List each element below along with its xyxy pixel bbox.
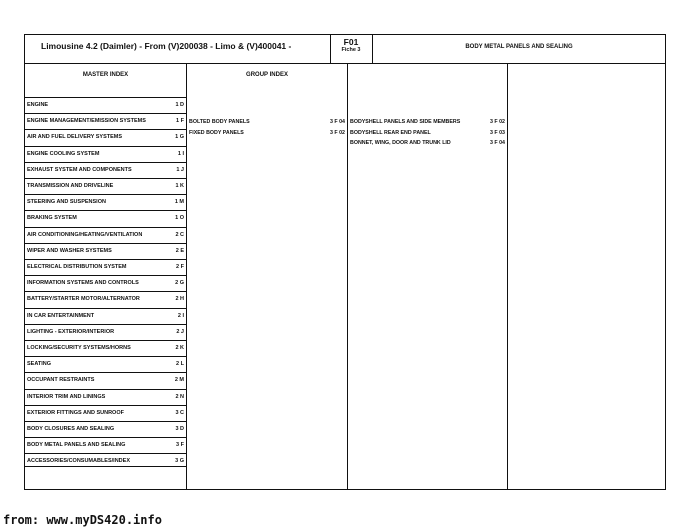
master-index-label: OCCUPANT RESTRAINTS [27, 377, 95, 384]
master-index-item[interactable] [25, 259, 186, 274]
group-index-code: 3 F 04 [329, 119, 345, 125]
master-index-code: 2 I [177, 312, 184, 319]
master-index-label: ELECTRICAL DISTRIBUTION SYSTEM [27, 264, 127, 270]
master-index-item[interactable] [25, 308, 186, 323]
group-index-item[interactable] [350, 130, 505, 139]
master-index-code: 3 C [175, 409, 184, 416]
master-index-code: 2 L [176, 361, 184, 368]
master-index-item[interactable] [25, 162, 186, 177]
master-index-item[interactable] [25, 324, 186, 339]
source-footer: from: www.myDS420.info [3, 513, 162, 527]
section-title: BODY METAL PANELS AND SEALING [465, 44, 573, 50]
group-index-item[interactable] [350, 140, 505, 149]
column-separator [347, 63, 348, 489]
master-index-code: 1 K [175, 183, 184, 189]
master-index-item[interactable] [25, 210, 186, 225]
master-index-label: ENGINE MANAGEMENT/EMISSION SYSTEMS [27, 118, 146, 125]
master-index-code: 1 F [176, 118, 184, 125]
master-index-label: ENGINE COOLING SYSTEM [27, 150, 100, 157]
master-index-label: AIR CONDITIONING/HEATING/VENTILATION [27, 231, 143, 238]
master-index-label: WIPER AND WASHER SYSTEMS [27, 247, 112, 254]
master-index-label: LIGHTING - EXTERIOR/INTERIOR [27, 328, 115, 335]
master-index-item[interactable] [25, 389, 186, 404]
master-index-code: 3 F [176, 442, 184, 449]
master-index-code: 2 M [174, 377, 184, 384]
master-index-label: BODY METAL PANELS AND SEALING [27, 442, 126, 449]
group-index-code: 3 F 04 [489, 140, 505, 146]
master-index-code: 1 D [175, 102, 184, 108]
master-index-label: LOCKING/SECURITY SYSTEMS/HORNS [27, 345, 131, 351]
master-index-item[interactable] [25, 405, 186, 420]
group-index-label: FIXED BODY PANELS [189, 129, 244, 136]
master-index-label: BATTERY/STARTER MOTOR/ALTERNATOR [27, 296, 140, 303]
group-index-label: BODYSHELL PANELS AND SIDE MEMBERS [350, 119, 461, 125]
group-index-item[interactable] [350, 119, 505, 128]
master-index-item[interactable] [25, 194, 186, 209]
master-index-item[interactable] [25, 146, 186, 161]
master-index-label: ENGINE [27, 102, 49, 108]
master-index-code: 2 J [176, 328, 184, 335]
master-index-code: 2 G [175, 280, 184, 287]
master-index-item[interactable] [25, 340, 186, 355]
master-index-label: EXHAUST SYSTEM AND COMPONENTS [27, 166, 132, 173]
group-index-code: 3 F 02 [329, 129, 345, 136]
master-index-code: 2 K [175, 345, 184, 351]
index-sheet [24, 34, 666, 490]
master-index-code: 3 D [175, 426, 184, 432]
master-index-label: TRANSMISSION AND DRIVELINE [27, 183, 114, 189]
column-separator [507, 63, 508, 489]
master-index-item[interactable] [25, 437, 186, 452]
master-index-label: AIR AND FUEL DELIVERY SYSTEMS [27, 134, 123, 141]
master-index-item[interactable] [25, 97, 186, 112]
fiche-label: Fiche 3 [341, 47, 361, 53]
master-index-label: EXTERIOR FITTINGS AND SUNROOF [27, 409, 124, 416]
master-index-item[interactable] [25, 129, 186, 144]
master-index-code: 1 O [175, 215, 184, 222]
master-index-label: SEATING [27, 361, 52, 368]
master-index-heading: MASTER INDEX [82, 72, 129, 78]
master-index-label: INTERIOR TRIM AND LININGS [27, 393, 106, 400]
master-index-item[interactable] [25, 113, 186, 128]
master-index-item[interactable] [25, 372, 186, 387]
row-divider [25, 466, 186, 467]
master-index-item[interactable] [25, 291, 186, 306]
master-index-item[interactable] [25, 227, 186, 242]
group-index-heading: GROUP INDEX [246, 72, 288, 78]
master-index-code: 2 N [175, 393, 184, 400]
master-index-code: 1 I [177, 150, 184, 157]
group-index-label: BOLTED BODY PANELS [189, 119, 250, 125]
master-index-code: 2 F [176, 264, 184, 270]
master-index-label: STEERING AND SUSPENSION [27, 199, 106, 206]
master-index-label: BODY CLOSURES AND SEALING [27, 426, 115, 432]
master-index-label: INFORMATION SYSTEMS AND CONTROLS [27, 280, 139, 287]
group-index-item[interactable] [189, 130, 345, 139]
master-index-label: ACCESSORIES/CONSUMABLES/INDEX [27, 458, 130, 465]
master-index-code: 2 C [175, 231, 184, 238]
master-index-code: 3 G [175, 458, 184, 465]
model-title: Limousine 4.2 (Daimler) - From (V)200038 - Limo & (V)400041 - [41, 41, 292, 51]
group-index-label: BONNET, WING, DOOR AND TRUNK LID [350, 140, 451, 146]
column-separator [186, 63, 187, 489]
group-index-code: 3 F 02 [489, 119, 505, 125]
master-index-item[interactable] [25, 275, 186, 290]
master-index-code: 1 J [176, 166, 184, 173]
group-index-label: BODYSHELL REAR END PANEL [350, 129, 431, 136]
master-index-item[interactable] [25, 178, 186, 193]
master-index-code: 2 H [175, 296, 184, 303]
master-index-label: IN CAR ENTERTAINMENT [27, 312, 95, 319]
group-index-item[interactable] [189, 119, 345, 128]
fiche-code: F01 [343, 37, 359, 47]
master-index-item[interactable] [25, 421, 186, 436]
fiche-code-block [331, 38, 371, 54]
master-index-code: 1 M [174, 199, 184, 206]
master-index-item[interactable] [25, 243, 186, 258]
master-index-item[interactable] [25, 356, 186, 371]
master-index-label: BRAKING SYSTEM [27, 215, 77, 222]
master-index-code: 1 G [175, 134, 184, 141]
group-index-code: 3 F 03 [489, 129, 505, 136]
header-separator [372, 35, 373, 63]
header-divider [25, 63, 665, 64]
master-index-code: 2 E [175, 247, 184, 254]
header-separator [330, 35, 331, 63]
